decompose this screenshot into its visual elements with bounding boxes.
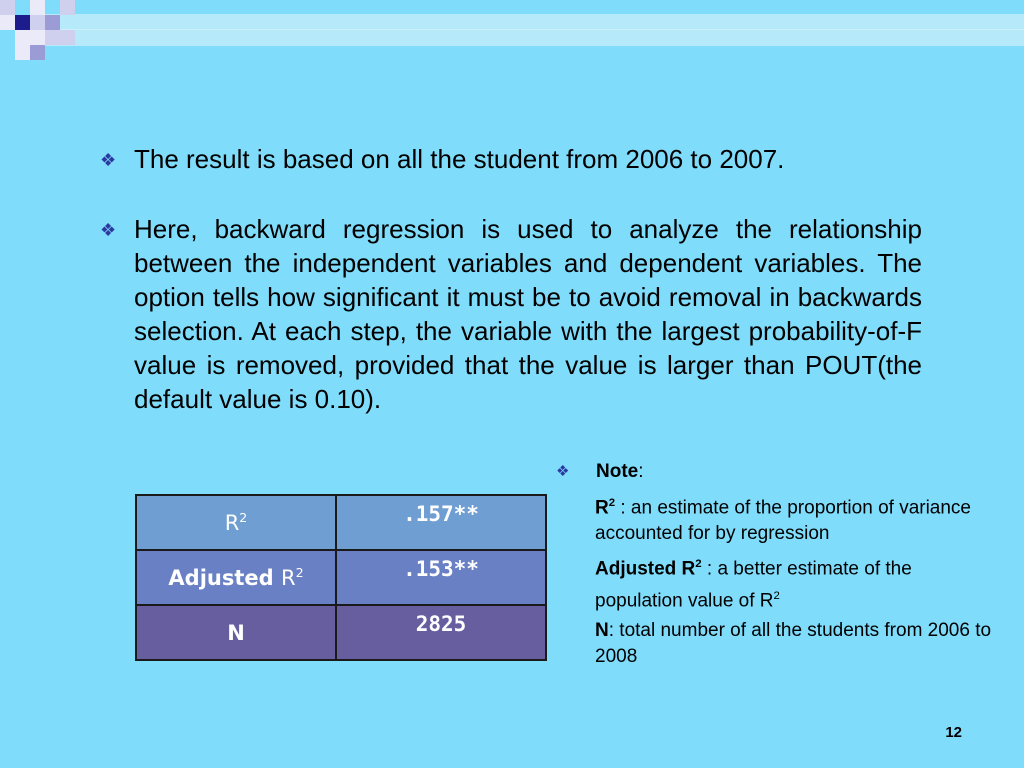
bullet-text: The result is based on all the student from 2006 to 2007. [134,144,785,174]
row-label: $R^2$ [136,495,336,550]
note-item-adjusted-r2: Adjusted $R^2$ : a better estimate of the population value of $R^2$ [595,558,912,611]
note-panel [556,458,996,670]
table-row [136,495,546,550]
bullet-list [100,142,922,450]
diamond-bullet-icon: ❖ [100,150,117,170]
note-item-r2: $R^2$ : an estimate of the proportion of variance accounted for by regression [595,497,972,545]
note-title: Note [596,461,639,482]
row-value: .157** [336,495,546,550]
table-row [136,550,546,605]
header-band [45,14,1024,46]
row-label: N [136,605,336,660]
page-number: 12 [945,724,962,741]
bullet-item [100,212,922,416]
row-label: Adjusted $R^2$ [136,550,336,605]
note-heading: ❖ Note: [556,458,996,486]
diamond-bullet-icon: ❖ [556,463,570,480]
diamond-bullet-icon: ❖ [100,220,117,240]
row-value: 2825 [336,605,546,660]
regression-table [135,494,547,661]
row-value: .153** [336,550,546,605]
bullet-item [100,142,922,178]
note-item-n: N: total number of all the students from 2006 to 2008 [595,619,992,667]
table-row [136,605,546,660]
bullet-text: Here, backward regression is used to analyze the relationship between the independent variables and dependent variables. The option tells how significant it must be to avoid removal in backwards selection. At each step, the variable with the largest probability-of-F value is removed, provided that the value is larger than POUT(the default value is 0.10). [134,214,922,414]
